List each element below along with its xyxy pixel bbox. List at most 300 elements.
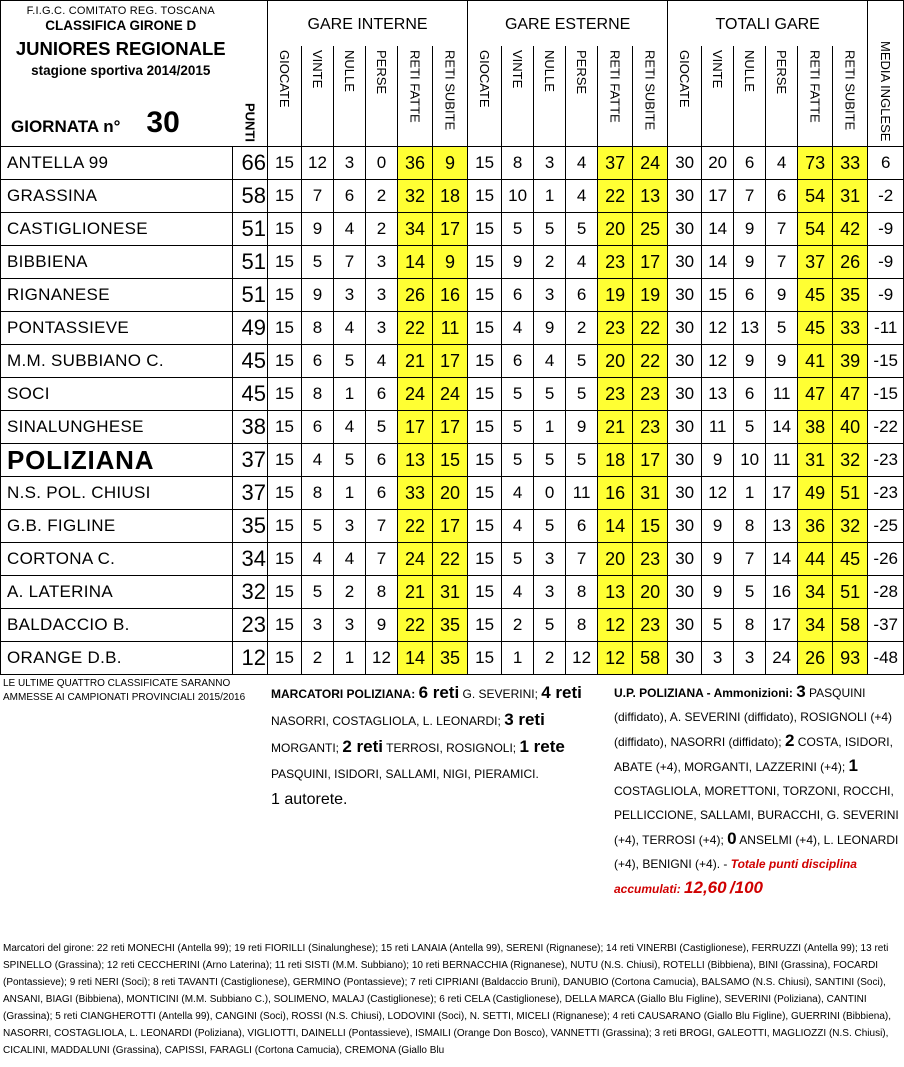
stat-home-4: 34: [398, 213, 433, 246]
stat-away-5: 25: [633, 213, 668, 246]
group-header-totali: TOTALI GARE: [668, 1, 868, 46]
team-name: POLIZIANA: [1, 444, 233, 477]
stat-home-0: 15: [268, 609, 302, 642]
stat-tot-0: 30: [668, 576, 702, 609]
stat-tot-5: 35: [833, 279, 868, 312]
stat-tot-1: 14: [702, 246, 734, 279]
stat-home-3: 3: [366, 312, 398, 345]
subheader-esterne-2: NULLE: [534, 46, 566, 147]
stat-tot-0: 30: [668, 444, 702, 477]
stat-away-0: 15: [468, 444, 502, 477]
stat-tot-5: 33: [833, 312, 868, 345]
goals-4: 4 reti: [541, 683, 582, 702]
stat-home-2: 5: [334, 444, 366, 477]
stat-tot-2: 9: [734, 345, 766, 378]
stat-tot-0: 30: [668, 279, 702, 312]
stat-home-0: 15: [268, 510, 302, 543]
stat-away-3: 8: [566, 576, 598, 609]
stat-tot-5: 58: [833, 609, 868, 642]
stat-away-5: 15: [633, 510, 668, 543]
stat-home-3: 6: [366, 477, 398, 510]
team-points: 37: [233, 477, 268, 510]
subheader-esterne-0: GIOCATE: [468, 46, 502, 147]
stat-away-5: 17: [633, 444, 668, 477]
stat-home-1: 2: [302, 642, 334, 675]
stat-away-4: 21: [598, 411, 633, 444]
stat-home-2: 3: [334, 147, 366, 180]
stat-home-3: 7: [366, 543, 398, 576]
subheader-interne-3: PERSE: [366, 46, 398, 147]
stat-away-5: 22: [633, 312, 668, 345]
totale-max: /100: [729, 878, 764, 897]
stat-tot-1: 20: [702, 147, 734, 180]
table-row: [1, 180, 904, 213]
stat-home-1: 12: [302, 147, 334, 180]
stat-away-0: 15: [468, 345, 502, 378]
stat-away-3: 5: [566, 213, 598, 246]
media-inglese: -23: [868, 444, 904, 477]
stat-away-3: 4: [566, 147, 598, 180]
stat-away-1: 6: [502, 345, 534, 378]
stat-home-3: 0: [366, 147, 398, 180]
stat-home-0: 15: [268, 543, 302, 576]
stat-home-1: 5: [302, 510, 334, 543]
stat-home-0: 15: [268, 477, 302, 510]
names-6: G. SEVERINI;: [462, 687, 538, 701]
stat-home-5: 17: [433, 213, 468, 246]
stat-away-0: 15: [468, 609, 502, 642]
team-name: N.S. POL. CHIUSI: [1, 477, 233, 510]
stat-home-3: 12: [366, 642, 398, 675]
stat-home-4: 24: [398, 543, 433, 576]
media-inglese: -15: [868, 345, 904, 378]
stat-away-0: 15: [468, 378, 502, 411]
media-inglese: -26: [868, 543, 904, 576]
stat-away-4: 16: [598, 477, 633, 510]
stat-home-3: 3: [366, 279, 398, 312]
media-inglese: -22: [868, 411, 904, 444]
stat-tot-4: 37: [798, 246, 833, 279]
stat-tot-1: 3: [702, 642, 734, 675]
ammonizioni-1: 1: [848, 756, 858, 775]
table-row: [1, 510, 904, 543]
team-points: 12: [233, 642, 268, 675]
media-inglese: -15: [868, 378, 904, 411]
stat-tot-4: 73: [798, 147, 833, 180]
stat-away-1: 4: [502, 477, 534, 510]
subheader-interne-1: VINTE: [302, 46, 334, 147]
stat-tot-5: 33: [833, 147, 868, 180]
names-2: TERROSI, ROSIGNOLI;: [386, 741, 517, 755]
stat-tot-3: 4: [766, 147, 798, 180]
stat-home-0: 15: [268, 180, 302, 213]
team-points: 51: [233, 279, 268, 312]
stat-home-5: 31: [433, 576, 468, 609]
stat-home-4: 22: [398, 312, 433, 345]
stat-away-2: 0: [534, 477, 566, 510]
table-row: [1, 246, 904, 279]
team-points: 23: [233, 609, 268, 642]
stat-away-4: 22: [598, 180, 633, 213]
stat-tot-2: 5: [734, 576, 766, 609]
table-row: [1, 477, 904, 510]
stat-home-5: 11: [433, 312, 468, 345]
subheader-totali-5: RETI SUBITE: [833, 46, 868, 147]
table-row: [1, 411, 904, 444]
stat-away-2: 5: [534, 609, 566, 642]
stat-tot-1: 15: [702, 279, 734, 312]
stat-home-4: 24: [398, 378, 433, 411]
stat-away-1: 1: [502, 642, 534, 675]
stat-home-3: 5: [366, 411, 398, 444]
stat-away-0: 15: [468, 213, 502, 246]
stat-home-3: 7: [366, 510, 398, 543]
stat-tot-0: 30: [668, 609, 702, 642]
stat-tot-3: 17: [766, 477, 798, 510]
subheader-totali-2: NULLE: [734, 46, 766, 147]
stat-away-4: 20: [598, 213, 633, 246]
subheader-interne-5: RETI SUBITE: [433, 46, 468, 147]
stat-home-1: 3: [302, 609, 334, 642]
stat-home-4: 36: [398, 147, 433, 180]
stat-tot-3: 7: [766, 246, 798, 279]
stat-away-3: 4: [566, 180, 598, 213]
ammonizioni-3-names: PASQUINI (diffidato), A. SEVERINI (diffidato), ROSIGNOLI (+4) (diffidato), NASORRI (diffidato);: [614, 686, 892, 749]
stat-home-0: 15: [268, 411, 302, 444]
stat-home-3: 9: [366, 609, 398, 642]
stat-home-2: 6: [334, 180, 366, 213]
stat-away-2: 3: [534, 576, 566, 609]
stat-away-5: 58: [633, 642, 668, 675]
stat-tot-4: 34: [798, 609, 833, 642]
stat-tot-2: 8: [734, 609, 766, 642]
stat-tot-1: 9: [702, 510, 734, 543]
stat-tot-0: 30: [668, 147, 702, 180]
team-points: 32: [233, 576, 268, 609]
stat-tot-3: 24: [766, 642, 798, 675]
stat-tot-5: 32: [833, 444, 868, 477]
stat-home-0: 15: [268, 213, 302, 246]
stat-away-5: 19: [633, 279, 668, 312]
subheader-interne-0: GIOCATE: [268, 46, 302, 147]
stat-home-0: 15: [268, 312, 302, 345]
stat-tot-5: 32: [833, 510, 868, 543]
stat-tot-3: 14: [766, 543, 798, 576]
stat-home-4: 22: [398, 609, 433, 642]
stat-tot-4: 47: [798, 378, 833, 411]
stat-tot-5: 42: [833, 213, 868, 246]
stat-away-2: 1: [534, 411, 566, 444]
ammonizioni-0: 0: [727, 829, 737, 848]
team-name: ANTELLA 99: [1, 147, 233, 180]
table-row: [1, 213, 904, 246]
stat-tot-0: 30: [668, 345, 702, 378]
media-inglese: -9: [868, 279, 904, 312]
stat-tot-4: 36: [798, 510, 833, 543]
stat-away-3: 8: [566, 609, 598, 642]
stat-away-2: 2: [534, 246, 566, 279]
stat-away-1: 4: [502, 312, 534, 345]
stat-away-1: 6: [502, 279, 534, 312]
stat-away-0: 15: [468, 147, 502, 180]
stat-tot-1: 17: [702, 180, 734, 213]
media-inglese: 6: [868, 147, 904, 180]
stat-away-1: 5: [502, 444, 534, 477]
stat-home-0: 15: [268, 345, 302, 378]
stat-home-2: 4: [334, 213, 366, 246]
stat-home-2: 4: [334, 543, 366, 576]
table-row: [1, 642, 904, 675]
team-name: RIGNANESE: [1, 279, 233, 312]
stat-tot-0: 30: [668, 477, 702, 510]
stat-away-2: 5: [534, 213, 566, 246]
stat-away-2: 1: [534, 180, 566, 213]
stat-away-3: 4: [566, 246, 598, 279]
stat-home-3: 2: [366, 180, 398, 213]
stat-tot-4: 54: [798, 180, 833, 213]
punti-header: PUNTI: [233, 1, 268, 147]
stat-tot-5: 51: [833, 477, 868, 510]
stat-away-2: 4: [534, 345, 566, 378]
stat-tot-3: 14: [766, 411, 798, 444]
stat-tot-2: 13: [734, 312, 766, 345]
team-name: GRASSINA: [1, 180, 233, 213]
marcatori-poliziana: [271, 680, 608, 813]
stat-away-0: 15: [468, 180, 502, 213]
subheader-esterne-5: RETI SUBITE: [633, 46, 668, 147]
stat-tot-1: 12: [702, 345, 734, 378]
giornata-block: [11, 106, 180, 140]
stat-home-2: 5: [334, 345, 366, 378]
stat-tot-2: 1: [734, 477, 766, 510]
team-points: 49: [233, 312, 268, 345]
ammonizioni-1-names: COSTAGLIOLA, MORETTONI, TORZONI, ROCCHI, PELLICCIONE, SALLAMI, BURACCHI, G. SEVERINI (+4), TERROSI (+4);: [614, 784, 899, 847]
table-row: [1, 543, 904, 576]
stat-away-0: 15: [468, 312, 502, 345]
stat-tot-2: 9: [734, 213, 766, 246]
stat-home-5: 35: [433, 642, 468, 675]
stat-away-2: 5: [534, 510, 566, 543]
stat-home-5: 20: [433, 477, 468, 510]
stat-tot-4: 49: [798, 477, 833, 510]
stat-home-4: 17: [398, 411, 433, 444]
stat-tot-2: 6: [734, 147, 766, 180]
stat-away-5: 17: [633, 246, 668, 279]
stat-tot-5: 47: [833, 378, 868, 411]
table-row: [1, 378, 904, 411]
stat-tot-5: 93: [833, 642, 868, 675]
stat-home-4: 14: [398, 642, 433, 675]
stat-away-0: 15: [468, 642, 502, 675]
stat-tot-2: 3: [734, 642, 766, 675]
stat-home-5: 35: [433, 609, 468, 642]
media-inglese: -48: [868, 642, 904, 675]
stat-home-1: 5: [302, 246, 334, 279]
stat-away-3: 6: [566, 510, 598, 543]
stat-away-2: 9: [534, 312, 566, 345]
stat-home-2: 3: [334, 609, 366, 642]
stat-home-0: 15: [268, 576, 302, 609]
stat-home-0: 15: [268, 444, 302, 477]
stat-tot-5: 26: [833, 246, 868, 279]
stat-tot-3: 7: [766, 213, 798, 246]
stat-away-4: 23: [598, 378, 633, 411]
stat-away-0: 15: [468, 576, 502, 609]
stat-tot-0: 30: [668, 312, 702, 345]
totale-value: 12,60: [684, 878, 727, 897]
team-name: SINALUNGHESE: [1, 411, 233, 444]
stat-tot-2: 6: [734, 378, 766, 411]
stat-away-5: 20: [633, 576, 668, 609]
figc-label: F.I.G.C. COMITATO REG. TOSCANA: [26, 5, 215, 17]
stat-home-1: 8: [302, 378, 334, 411]
stat-tot-2: 9: [734, 246, 766, 279]
stat-tot-1: 14: [702, 213, 734, 246]
stat-away-5: 31: [633, 477, 668, 510]
stat-home-0: 15: [268, 246, 302, 279]
stat-away-0: 15: [468, 477, 502, 510]
team-points: 38: [233, 411, 268, 444]
stat-tot-0: 30: [668, 378, 702, 411]
stat-tot-3: 6: [766, 180, 798, 213]
stat-away-5: 24: [633, 147, 668, 180]
stat-home-0: 15: [268, 279, 302, 312]
stat-away-3: 5: [566, 444, 598, 477]
giornata-label: GIORNATA n°: [11, 117, 121, 136]
stat-home-3: 6: [366, 378, 398, 411]
stat-away-3: 12: [566, 642, 598, 675]
stat-away-0: 15: [468, 543, 502, 576]
subheader-interne-2: NULLE: [334, 46, 366, 147]
team-points: 58: [233, 180, 268, 213]
stat-away-1: 5: [502, 411, 534, 444]
stat-tot-0: 30: [668, 543, 702, 576]
marcatori-girone: Marcatori del girone: 22 reti MONECHI (Antella 99); 19 reti FIORILLI (Sinalunghese); 15 reti LANAIA (Antella 99), SERENI (Rignanese); 14 reti VINERBI (Castiglionese), FERRUZZI (Antella 99); 13 reti SPINELLO (Grassina); 12 reti CECCHERINI (Arno Laterina); 11 reti SISTI (M.M. Subbiano); 10 reti BERNACCHIA (Rignanese), NUTU (N.S. Chiusi), ROTELLI (Bibbiena), BINI (Grassina), FOCARDI (Pontassieve); 9 reti NERI (Soci); 8 reti TAVANTI (Castiglionese), GERMINO (Pontassieve); 7 reti CIPRIANI (Baldaccio Bruni), DANUBIO (Cortona Camucia), BALSAMO (N.S. Chiusi), SANTINI (Soci), ANSANI, BIAGI (Bibbiena), MONTICINI (M.M. Subbiano C.), SOLIMENO, MALAJ (Castiglionese); 6 reti CELA (Castiglionese), DELLA MARCA (Giallo Blu Figline), SEVERINI (Poliziana), CANTINI (Grassina); 5 reti CIANGHEROTTI (Antella 99), CANGINI (Soci), ROSSI (N.S. Chiusi), LODOVINI (Soci), N. SETTI, MICELI (Rignanese); 4 reti CAUSARANO (Giallo Blu Figline), GUERRINI (Bibbiena), NASORRI, COSTAGLIOLA, L. LEONARDI (Poliziana), VIGLIOTTI, DAINELLI (Pontassieve), ISMAILI (Orange Don Bosco), VANNETTI (Grassina); 3 reti BROGI, GALEOTTI, MAGLIOZZI (N.S. Chiusi), CICALINI, MADDALUNI (Grassina), CAPISSI, FARAGLI (Cortona Camucia), CREMONA (Giallo Blu: [3, 943, 891, 1056]
stat-tot-1: 9: [702, 543, 734, 576]
ammonizioni-3: 3: [796, 682, 806, 701]
stat-tot-4: 31: [798, 444, 833, 477]
stat-home-5: 17: [433, 411, 468, 444]
stat-home-4: 21: [398, 576, 433, 609]
stat-tot-0: 30: [668, 642, 702, 675]
stat-away-5: 22: [633, 345, 668, 378]
stat-home-5: 15: [433, 444, 468, 477]
team-points: 66: [233, 147, 268, 180]
stat-tot-3: 9: [766, 279, 798, 312]
stat-tot-3: 9: [766, 345, 798, 378]
stat-away-1: 4: [502, 576, 534, 609]
stat-tot-2: 8: [734, 510, 766, 543]
subheader-totali-4: RETI FATTE: [798, 46, 833, 147]
stat-tot-3: 11: [766, 378, 798, 411]
giornata-number: 30: [146, 106, 180, 139]
stat-away-3: 5: [566, 378, 598, 411]
stat-tot-2: 7: [734, 543, 766, 576]
names-1: PASQUINI, ISIDORI, SALLAMI, NIGI, PIERAMICI.: [271, 767, 539, 781]
stat-home-1: 8: [302, 477, 334, 510]
stat-tot-3: 11: [766, 444, 798, 477]
media-inglese: -9: [868, 246, 904, 279]
team-name: ORANGE D.B.: [1, 642, 233, 675]
stat-tot-0: 30: [668, 246, 702, 279]
table-row: [1, 444, 904, 477]
stat-away-5: 23: [633, 378, 668, 411]
group-header-esterne: GARE ESTERNE: [468, 1, 668, 46]
stat-tot-3: 16: [766, 576, 798, 609]
stat-tot-1: 12: [702, 477, 734, 510]
stat-tot-2: 10: [734, 444, 766, 477]
stat-home-3: 4: [366, 345, 398, 378]
stat-home-2: 1: [334, 378, 366, 411]
subheader-totali-0: GIOCATE: [668, 46, 702, 147]
stat-tot-5: 40: [833, 411, 868, 444]
subheader-esterne-3: PERSE: [566, 46, 598, 147]
stat-home-3: 2: [366, 213, 398, 246]
stat-home-5: 9: [433, 147, 468, 180]
stat-home-1: 9: [302, 213, 334, 246]
header-block: [1, 1, 233, 147]
media-inglese: -25: [868, 510, 904, 543]
stat-tot-1: 9: [702, 444, 734, 477]
stat-away-3: 7: [566, 543, 598, 576]
stat-home-0: 15: [268, 642, 302, 675]
stat-away-1: 2: [502, 609, 534, 642]
campionato-title: JUNIORES REGIONALE: [15, 38, 226, 59]
stat-home-1: 6: [302, 345, 334, 378]
stat-away-3: 5: [566, 345, 598, 378]
team-points: 45: [233, 345, 268, 378]
stat-tot-4: 26: [798, 642, 833, 675]
stat-away-4: 20: [598, 543, 633, 576]
stat-tot-1: 9: [702, 576, 734, 609]
ammonizioni-2: 2: [784, 731, 795, 750]
media-header: MEDIA INGLESE: [868, 1, 904, 147]
subheader-interne-4: RETI FATTE: [398, 46, 433, 147]
table-row: [1, 147, 904, 180]
team-name: PONTASSIEVE: [1, 312, 233, 345]
goals-2: 2 reti: [342, 737, 383, 756]
stat-home-3: 6: [366, 444, 398, 477]
stat-away-2: 3: [534, 147, 566, 180]
stat-away-2: 3: [534, 543, 566, 576]
stat-tot-5: 45: [833, 543, 868, 576]
stat-tot-0: 30: [668, 411, 702, 444]
stat-tot-5: 39: [833, 345, 868, 378]
ammonizioni-poliziana: [614, 680, 904, 901]
stat-tot-0: 30: [668, 213, 702, 246]
stat-home-3: 8: [366, 576, 398, 609]
stat-tot-4: 45: [798, 279, 833, 312]
stat-tot-1: 5: [702, 609, 734, 642]
stat-away-1: 10: [502, 180, 534, 213]
names-3: MORGANTI;: [271, 741, 339, 755]
stat-home-2: 7: [334, 246, 366, 279]
stat-tot-4: 45: [798, 312, 833, 345]
team-name: M.M. SUBBIANO C.: [1, 345, 233, 378]
stat-away-4: 18: [598, 444, 633, 477]
stat-home-2: 4: [334, 312, 366, 345]
stat-away-4: 23: [598, 312, 633, 345]
goals-6: 6 reti: [418, 683, 460, 702]
stat-away-1: 8: [502, 147, 534, 180]
stat-away-2: 3: [534, 279, 566, 312]
stat-tot-1: 12: [702, 312, 734, 345]
stat-tot-5: 51: [833, 576, 868, 609]
stat-home-5: 24: [433, 378, 468, 411]
subheader-esterne-1: VINTE: [502, 46, 534, 147]
stat-home-1: 4: [302, 543, 334, 576]
stat-away-4: 13: [598, 576, 633, 609]
